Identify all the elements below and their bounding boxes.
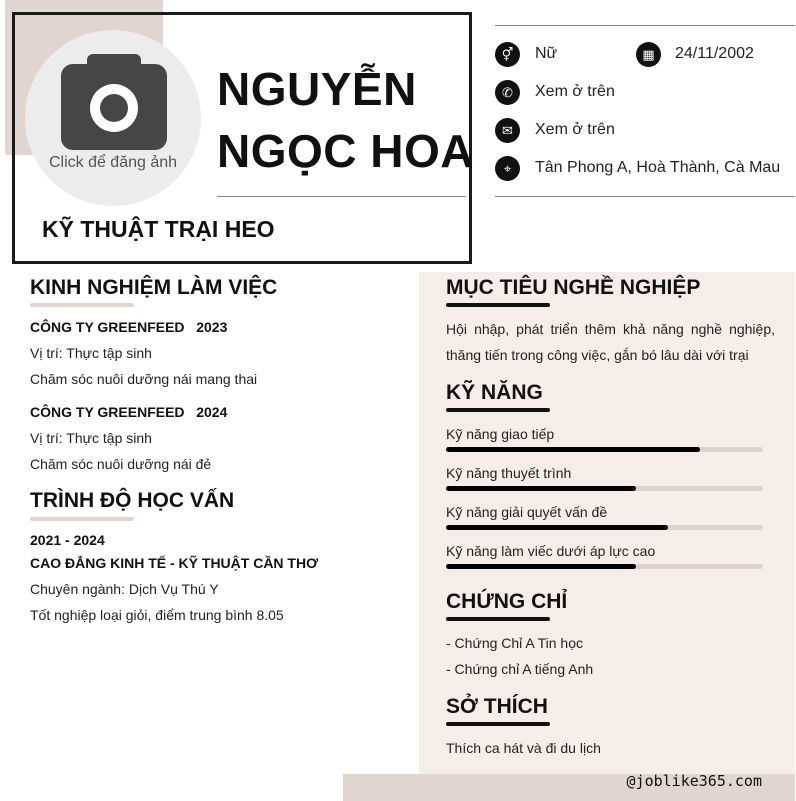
- gender-value: Nữ: [535, 45, 558, 62]
- camera-lens: [100, 94, 128, 122]
- info-divider-top: [495, 25, 795, 26]
- skill-4-fill: [446, 564, 636, 569]
- skill-2-bar: [446, 486, 763, 491]
- avatar-upload-caption[interactable]: Click để đăng ảnh: [48, 154, 178, 171]
- exp-1-position: Vị trí: Thực tập sinh: [30, 345, 152, 361]
- education-title-underline: [30, 517, 134, 521]
- exp-2-position: Vị trí: Thực tập sinh: [30, 430, 152, 446]
- location-icon: ⌖: [495, 156, 520, 181]
- name-divider: [217, 196, 466, 197]
- email-value: Xem ở trên: [535, 121, 615, 138]
- education-major: Chuyên ngành: Dịch Vụ Thú Y: [30, 581, 219, 597]
- hobbies-text: Thích ca hát và đi du lịch: [446, 740, 601, 756]
- certificate-1: - Chứng Chỉ A Tin học: [446, 635, 583, 651]
- skill-3-bar: [446, 525, 763, 530]
- address-value: Tân Phong A, Hoà Thành, Cà Mau: [535, 159, 781, 176]
- skill-1-bar: [446, 447, 763, 452]
- skill-4-bar: [446, 564, 763, 569]
- exp-1-company-name: CÔNG TY GREENFEED: [30, 319, 185, 335]
- objective-title-underline: [446, 303, 550, 307]
- certificate-2: - Chứng chỉ A tiếng Anh: [446, 661, 594, 677]
- watermark: @joblike365.com: [626, 772, 762, 790]
- skill-2-fill: [446, 486, 636, 491]
- skill-3-label: Kỹ năng giải quyết vấn đề: [446, 504, 608, 520]
- name-line-2: NGỌC HOA: [217, 125, 474, 177]
- skill-2-label: Kỹ năng thuyết trình: [446, 465, 572, 481]
- skill-4-label: Kỹ năng làm viếc dưới áp lực cao: [446, 543, 656, 559]
- dob-value: 24/11/2002: [675, 45, 754, 62]
- phone-value: Xem ở trên: [535, 83, 615, 100]
- hobbies-title: SỞ THÍCH: [446, 695, 548, 718]
- hobbies-title-underline: [446, 722, 550, 726]
- info-divider-bottom: [495, 196, 795, 197]
- exp-1-desc: Chăm sóc nuôi dưỡng nái mang thai: [30, 371, 258, 387]
- experience-title-underline: [30, 303, 134, 307]
- exp-2-company: [30, 404, 227, 420]
- exp-1-company: [30, 319, 227, 335]
- certificates-title: CHỨNG CHỈ: [446, 590, 568, 613]
- gender-icon: ⚥: [495, 42, 520, 67]
- skills-title-underline: [446, 408, 550, 412]
- education-title: TRÌNH ĐỘ HỌC VẤN: [30, 489, 235, 512]
- skill-1-label: Kỹ năng giao tiếp: [446, 426, 555, 442]
- objective-text: Hội nhập, phát triển thêm khả năng nghề nghiệp, thăng tiến trong công việc, gắn bó lâu dài với trại: [446, 321, 775, 363]
- name-line-1: NGUYỄN: [217, 63, 417, 115]
- education-school: CAO ĐẲNG KINH TẾ - KỸ THUẬT CẦN THƠ: [30, 555, 319, 571]
- objective-title: MỤC TIÊU NGHỀ NGHIỆP: [446, 276, 701, 299]
- avatar[interactable]: [25, 30, 201, 206]
- certificates-title-underline: [446, 617, 550, 621]
- exp-2-year: 2024: [196, 404, 228, 420]
- exp-2-desc: Chăm sóc nuôi dưỡng nái đẻ: [30, 456, 212, 472]
- phone-icon: ✆: [495, 80, 520, 105]
- skills-title: KỸ NĂNG: [446, 381, 543, 404]
- full-name: [217, 58, 474, 182]
- education-result: Tốt nghiệp loại giỏi, điểm trung bình 8.05: [30, 607, 284, 623]
- exp-2-company-name: CÔNG TY GREENFEED: [30, 404, 185, 420]
- skill-3-fill: [446, 525, 668, 530]
- exp-1-year: 2023: [196, 319, 228, 335]
- skill-1-fill: [446, 447, 700, 452]
- education-years: 2021 - 2024: [30, 532, 105, 548]
- experience-title: KINH NGHIỆM LÀM VIỆC: [30, 276, 278, 299]
- calendar-icon: ▦: [636, 42, 661, 67]
- job-title: KỸ THUẬT TRẠI HEO: [42, 216, 275, 242]
- email-icon: ✉: [495, 118, 520, 143]
